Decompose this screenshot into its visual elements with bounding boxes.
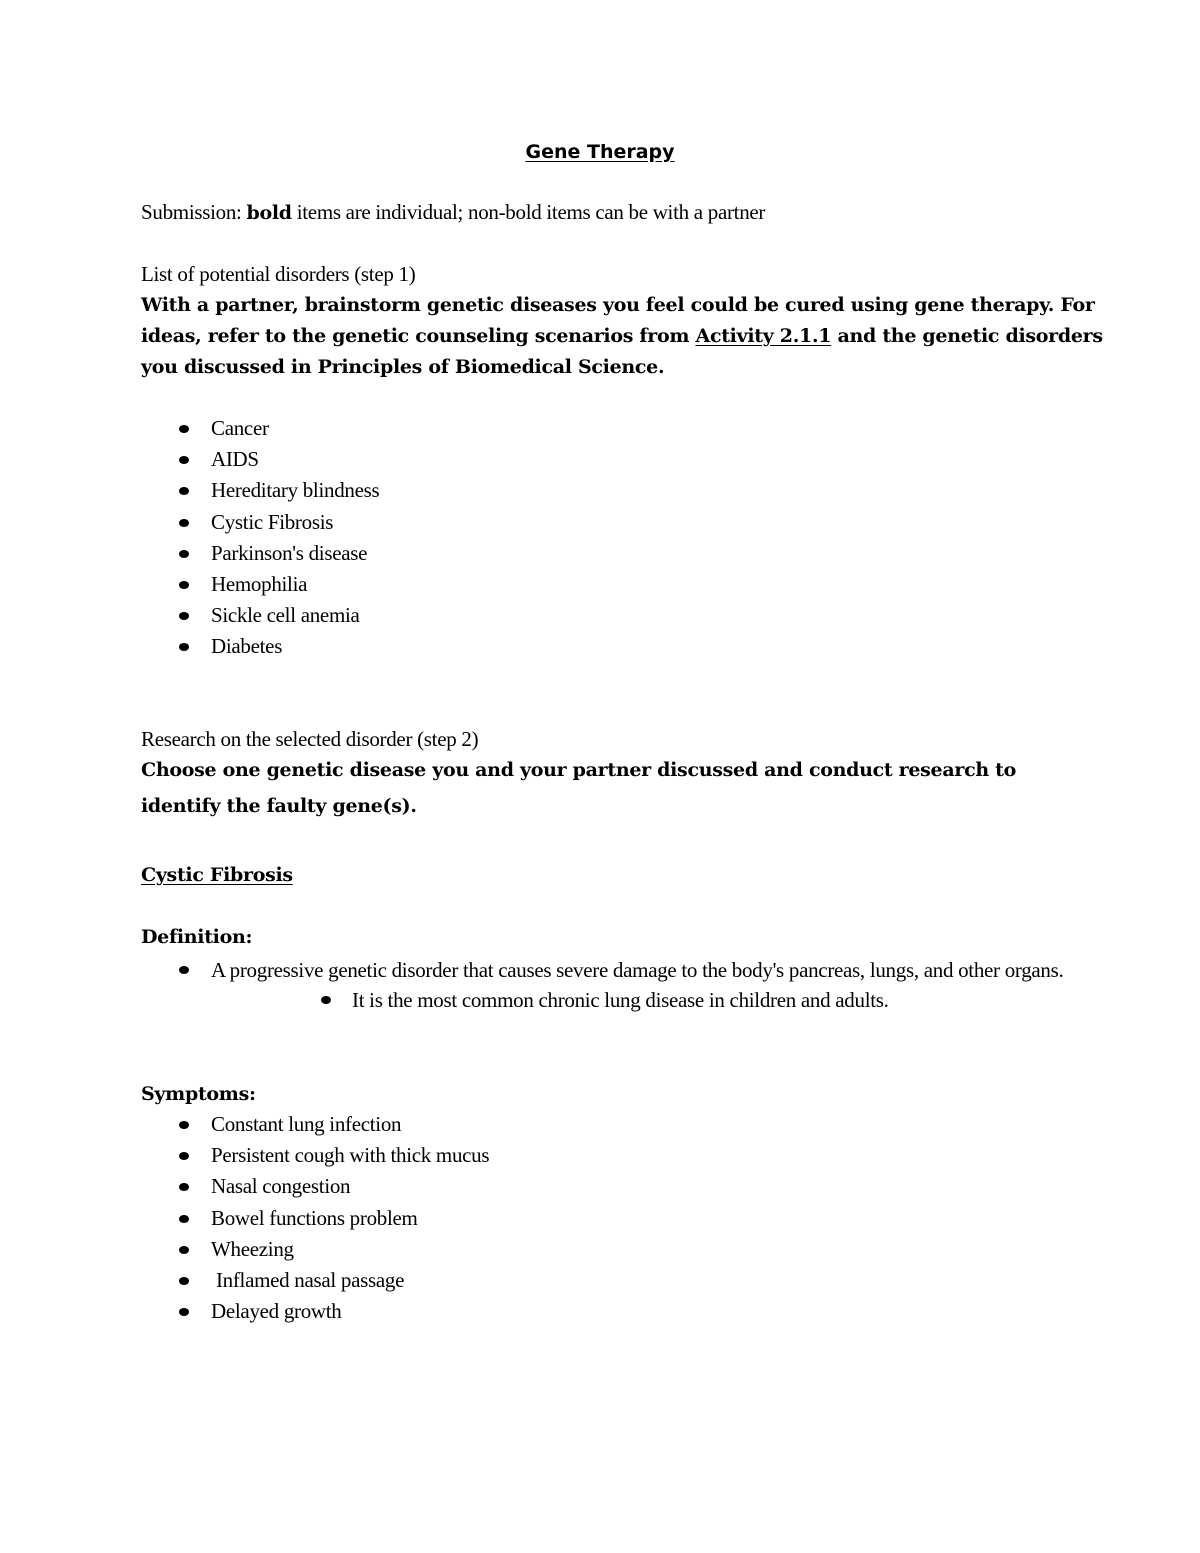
list-item-label: Diabetes [211,634,283,659]
list-item-label: AIDS [211,447,259,472]
list-item-label: Inflamed nasal passage [211,1267,405,1292]
bullet-icon [179,581,189,589]
definition-item [141,955,1081,985]
list-item-label: Parkinson's disease [211,540,368,565]
definition-text: A progressive genetic disorder that causes severe damage to the body's pancreas, lungs, and other organs. [211,958,1064,982]
bullet-icon [179,1121,189,1129]
list-item-label: Cystic Fibrosis [211,509,334,534]
bullet-icon [179,519,189,527]
list-item-label: Wheezing [211,1236,294,1261]
step2-heading: Research on the selected disorder (step 2) [141,727,479,751]
list-item-label: Persistent cough with thick mucus [211,1143,490,1168]
list-item-label: Constant lung infection [211,1112,402,1136]
list-item [141,1296,489,1327]
disease-name: Cystic Fibrosis [141,864,293,886]
list-item [141,1265,489,1296]
list-item [141,1109,489,1140]
definition-label: Definition: [141,926,253,948]
list-item [141,600,379,631]
list-item [141,538,379,569]
submission-rest: items are individual; non-bold items can be with a partner [291,200,766,224]
list-item [141,631,379,662]
definition-subitem [141,985,1081,1016]
list-item [141,1171,489,1202]
bullet-icon [179,550,189,558]
bullet-icon [179,1308,189,1316]
list-item-label: Sickle cell anemia [211,603,360,628]
step1-instructions-line3: you discussed in Principles of Biomedical Science. [141,356,665,378]
bullet-icon [179,612,189,620]
list-item [141,569,379,600]
list-item [141,475,379,506]
bullet-icon [179,1277,189,1285]
symptoms-label: Symptoms: [141,1083,256,1105]
bullet-icon [179,456,189,464]
step2-instructions-line2: identify the faulty gene(s). [141,795,417,817]
bullet-icon [321,996,331,1004]
activity-link[interactable]: Activity 2.1.1 [695,325,832,347]
definition-block [141,955,1081,1016]
bullet-icon [179,1152,189,1160]
submission-prefix: Submission: [141,200,247,224]
step1-instructions-line1: With a partner, brainstorm genetic diseases you feel could be cured using gene therapy. For [141,294,1095,316]
list-item [141,1234,489,1265]
step1-instructions-line2-b: and the genetic disorders [831,325,1103,347]
bullet-icon [179,1215,189,1223]
step1-instructions-line2-a: ideas, refer to the genetic counseling scenarios from [141,325,696,347]
bullet-icon [179,1246,189,1254]
list-item-label: Hemophilia [211,571,308,596]
bullet-icon [179,487,189,495]
step2-instructions-line1: Choose one genetic disease you and your partner discussed and conduct research to [141,759,1017,781]
list-item-label: Bowel functions problem [211,1205,418,1230]
step1-heading: List of potential disorders (step 1) [141,262,416,286]
bullet-icon [179,1183,189,1191]
list-item [141,507,379,538]
step1-instructions-line2 [141,321,1103,352]
definition-subtext: It is the most common chronic lung disease in children and adults. [352,988,889,1012]
bullet-icon [179,966,189,974]
bullet-icon [179,643,189,651]
submission-bold-word: bold [246,202,292,224]
bullet-icon [179,425,189,433]
submission-note [141,197,765,229]
document-title: Gene Therapy [525,141,675,163]
list-item-label: Hereditary blindness [211,478,380,503]
list-item [141,444,379,475]
list-item-label: Nasal congestion [211,1174,351,1199]
list-item [141,413,379,444]
list-item [141,1203,489,1234]
list-item-label: Cancer [211,416,269,440]
disorder-list [141,413,379,663]
list-item-label: Delayed growth [211,1299,342,1324]
list-item [141,1140,489,1171]
symptom-list [141,1109,489,1327]
